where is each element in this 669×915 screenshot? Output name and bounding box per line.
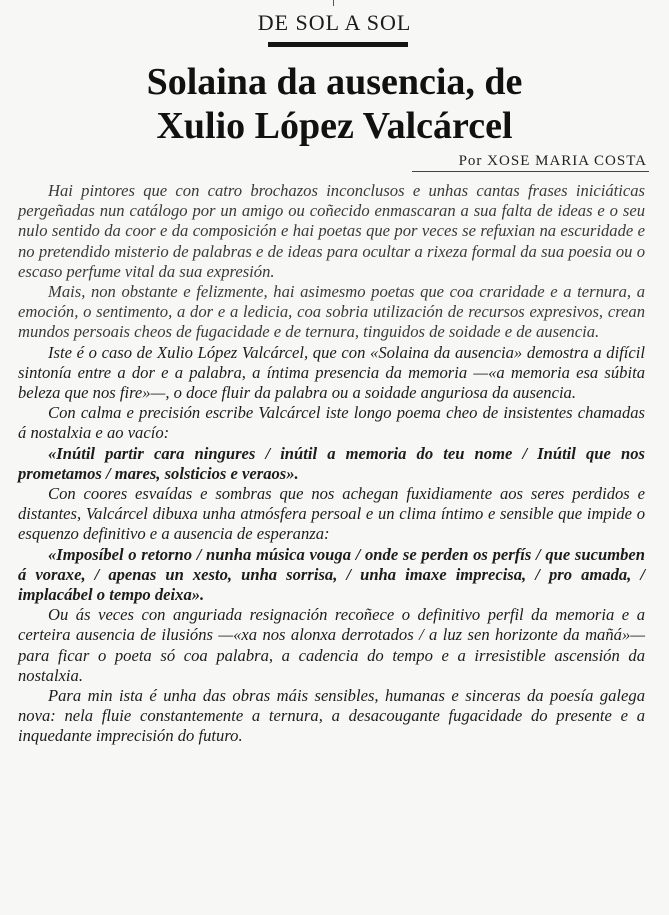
byline-rule <box>412 171 649 172</box>
paragraph-6: Ou ás veces con anguriada resignación recoñece o definitivo perfil da memoria e a certeira ausencia de ilusións —«xa nos alonxa derrotados / a luz sen horizonte da mañá»— para ficar o poeta só coa palabra, a cadencia do tempo e a irresistible ascensión da nostalxia. <box>18 605 645 685</box>
quote-1: «Inútil partir cara ningures / inútil a memoria do teu nome / Inútil que nos prometamos / mares, solsticios e veraos». <box>18 443 645 483</box>
scan-mark <box>333 0 334 6</box>
article-body <box>18 181 645 747</box>
section-rule <box>268 42 408 47</box>
article-title <box>0 60 669 148</box>
paragraph-7: Para min ista é unha das obras máis sensibles, humanas e sinceras da poesía galega nova: nela fluie constantemente a ternura, a desacougante fugacidade do presente e a inquedante imprecisión do futuro. <box>18 686 645 746</box>
section-header: DE SOL A SOL <box>257 10 412 35</box>
quote-2: «Imposíbel o retorno / nunha música vouga / onde se perden os perfís / que sucumben á voraxe, / apenas un xesto, unha sorrisa, / unha imaxe imprecisa, / pro amada, / implacábel o tempo deixa». <box>18 544 645 605</box>
paragraph-2: Mais, non obstante e felizmente, hai asimesmo poetas que coa craridade e a ternura, a emoción, o sentimento, a dor e a ledicia, coa sobria utilización de recursos expresivos, crean mundos persoais cheos de fugacidade e de ternura, tinguidos de soidade e de ausencia. <box>18 282 645 342</box>
title-line-1: Solaina da ausencia, de <box>146 61 523 103</box>
title-line-2: Xulio López Valcárcel <box>156 105 513 147</box>
byline: Por XOSE MARIA COSTA <box>458 153 647 169</box>
paragraph-1: Hai pintores que con catro brochazos inconclusos e unhas cantas frases iniciáticas pergeñadas nun catálogo por un amigo ou coñecido enmascaran a sua falta de ideas e o seu nulo sentido da coor e da composición e hai poetas que por veces se refuxian na escuridade e no pretendido misterio de palabras e de ideas para ocultar a rixeza formal da sua poesia ou o escaso perfume vital da sua expresión. <box>18 181 645 281</box>
paragraph-5: Con coores esvaídas e sombras que nos achegan fuxidiamente aos seres perdidos e distantes, Valcárcel dibuxa unha atmósfera persoal e un clima íntimo e sensible que impide o esquenzo definitivo e a ausencia de esperanza: <box>18 484 645 544</box>
paragraph-4: Con calma e precisión escribe Valcárcel iste longo poema cheo de insistentes chamadas á nostalxia e ao vacío: <box>18 403 645 443</box>
paragraph-3: Iste é o caso de Xulio López Valcárcel, que con «Solaina da ausencia» demostra a difícil sintonía entre a dor e a palabra, a íntima presencia da memoria —«a memoria esa súbita beleza que nos fire»—, o doce fluir da palabra ou a soidade anguriosa da ausencia. <box>18 342 645 403</box>
